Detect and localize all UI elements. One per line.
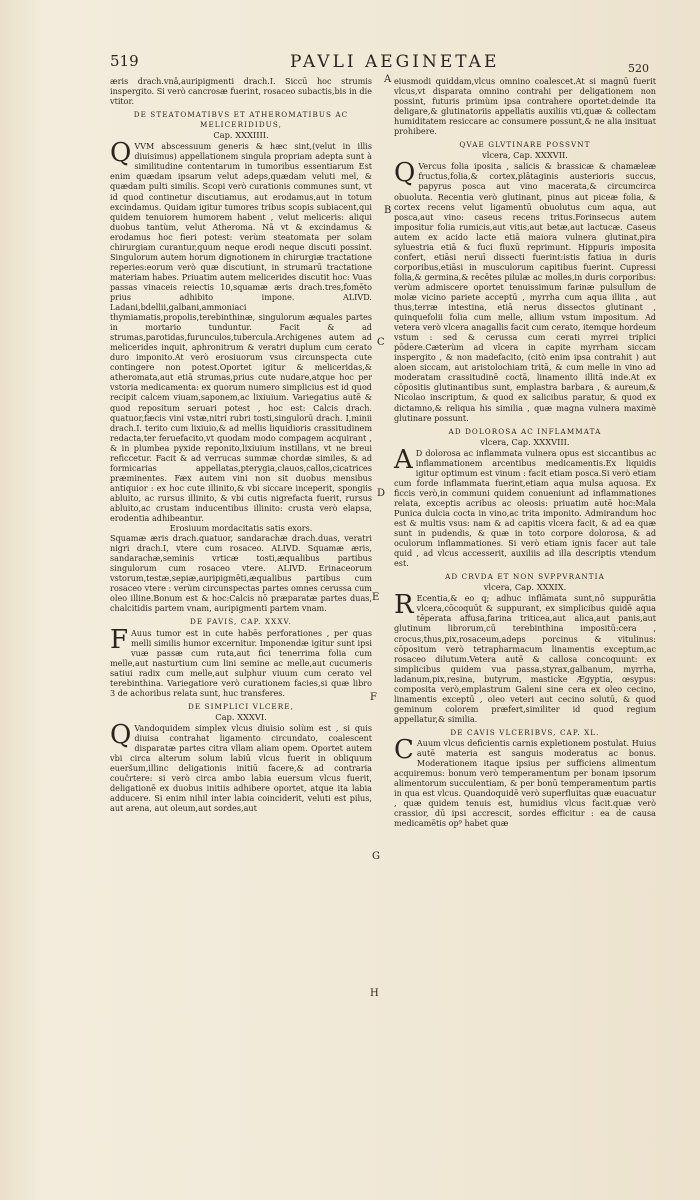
chapter-number (394, 582, 656, 592)
running-title: PAVLI AEGINETAE (290, 52, 500, 72)
left-column (110, 76, 372, 813)
paragraph (394, 76, 656, 136)
paragraph-text: vlcera, Cap. XXXVII. (482, 150, 568, 161)
chapter-heading (110, 617, 372, 627)
margin-letter-c: C (377, 337, 385, 348)
chapter-number (110, 130, 372, 140)
page-number-right: 520 (628, 62, 649, 75)
centered-line (110, 523, 372, 533)
chapter-number (394, 437, 656, 447)
paragraph-text: Vandoquidem simplex vlcus diuisio solùm est , si quis diuisa contrahat ligamento circundato, coalescent disparatæ partes citra vllam aliam opem. Oportet autem vbi circa alterum solum labiū vlcus fuerit in obliquum eueršum,illinc deligationis initiū facere,& ad contraria coučrtere: si verò circa ambo labia euersum vlcus fuerit, deligationē ex duobus initiis adhibere oportet, atque ita labia adducere. Si enim nihil inter labia coinciderit, veluti est pilus, aut arena, aut oleum,aut sordes,aut (110, 722, 372, 814)
paragraph (110, 138, 372, 524)
chapter-number (394, 150, 656, 160)
drop-cap: F (110, 624, 129, 655)
page-number-left: 519 (110, 52, 139, 70)
paragraph (110, 533, 372, 613)
chapter-heading (394, 427, 656, 437)
chapter-number (110, 712, 372, 722)
margin-letter-b: B (384, 205, 392, 216)
margin-letter-h: H (370, 988, 379, 999)
paragraph-text: Auus tumor est in cute habēs perforationes , per quas melli similis humor excernitur. Imponendæ igitur sunt ipsi vuæ passæ cum ruta,aut fici tenerrima folia cum melle,aut nasturtium cum lini semine ac melle,aut cucumeris satiui radix cum melle,aut sulphur viuum cum cerato vel terebinthina. Variegatiore verò curationem facies,si quæ libro 3 de achoribus relata sunt, huc transferes. (110, 627, 372, 698)
paragraph-text: D dolorosa ac inflammata vulnera opus est siccantibus ac inflammationem arcentibus medicamentis.Ex liquidis igitur optimum est vinum : facit etiam posca.Si verò etiam cum forde inflammata fuerint,etiam aqua mulsa aquosa. Ex ficcis verò,in communi quidem conueniunt ad inflammationes relata, exceptis acribus ac oleosis: priuatim autē hoc:Mala Punica dulcia cocta in vino,ac trita imponito. Admirandum hoc est & multis vsus: nam & ad capitis vlcera facit, & ad ea quæ sunt in pudendis, & quæ in toto corpore dolorosa, & ad oculorum inflammationes. Si verò etiam ignis facer aut tale quid , ad vlcus accesserit, auxiliis ad illa descriptis vtendum est. (394, 447, 656, 569)
chapter-heading (394, 728, 656, 738)
paragraph-text: æris drach.vnâ,auripigmenti drach.I. Siccū hoc strumis inspergito. Si verò cancrosæ fuerint, rosaceo subactis,bis in die vtitor. (110, 76, 372, 107)
paragraph-text: eiusmodi quiddam,vlcus omnino coalescet.At si magnū fuerit vlcus,vt disparata omnino contrahi per deligationem non possint, futuris primùm ipsa contrahere oportet:deinde ita deligare,& glutinatoriis appellatis auxiliis vti,quæ & collectam humiditatem resiccare ac consumere possunt,& ne alia insituat prohibere. (394, 76, 656, 137)
paragraph-text: Vercus folia iposita , salicis & brassicæ & chamæleæ fructus,folia,& cortex,plātaginis austerioris succus, papyrus posca aut vino macerata,& circumcirca obuoluta. Recentia verò glutinant, pinus aut piceæ folia, & cortex recens velut ligamentū obuolutus cum aqua, aut posca,aut vino: caseus recens tritus.Forinsecus autem impositur folia rumicis,aut vitis,aut betæ,aut lactucæ. Caseus autem ex acido lacte etiā maiora vulnera glutinat,pira syluestria etiā & fuci fluxū reprimunt. Hippuris imposita confert, etiāsi neruī dissecti fuerint:istis fatiua in duris corporibus,etiāsi in musculorum capitibus fuerint. Cupressi folia,& germina,& recētes pilulæ ac molles,in duris corporibus: verùm admiscere oportet tenuissimum farinæ pulsullum de molæ vicino pariete acceptū , myrrha cum aqua illita , aut thus,terræ intestina, etiā nerus dissectos glutinant , quinquefolii folia cum melle, allium vstum impositum. Ad vetera verò vlcera anagallis facit cum cerato, itemque hordeum vstum : sed & cerussa cum cerati myrrei triplici pōdere.Cæterùm ad vlcera in capite myrrham siccam inspergito , & non madefacito, (citò enim ipsa contrahit ) aut aloen siccam, aut aristolochiam tritā, & cum melle in vino ad moderatam crassitudinē coctā, linamento illitā inde.At ex cōpositis glutinantibus sunt, emplastra barbara , & aureum,& Nicolao inscriptum, & quod ex salicibus paratur, & quod ex dictamno,& reliqua his similia , quæ magna vulnera maximè glutinare possunt. (394, 161, 656, 423)
chapter-heading (394, 140, 656, 150)
paragraph (110, 76, 372, 106)
paragraph-text: AD DOLOROSA AC INFLAMMATA (448, 426, 602, 436)
paragraph (110, 719, 372, 814)
margin-letter-f: F (370, 692, 377, 703)
paragraph-text: Cap. XXXIIII. (213, 130, 269, 141)
paragraph-text: DE STEATOMATIBVS ET ATHEROMATIBUS AC MELICERIDIDUS, (133, 110, 349, 130)
paragraph-text: DE CAVIS VLCERIBVS, CAP. XL. (450, 727, 600, 737)
drop-cap: A (394, 444, 413, 475)
margin-letter-e: E (372, 592, 380, 603)
margin-letter-g: G (372, 851, 380, 862)
paragraph-text: Ecentia,& eo q; adhuc inflāmata sunt,nō suppurātia vlcera,cōcoquūt & suppurant, ex simplicibus quidē aqua tēperata affusa,farina triticea,aut alica,aut panis,aut glutinum librorum,cū terebinthina impositū:cera , crocus,thus,pix,rosaceum,adeps porcinus & vitulinus: cōpositum verò tetrapharmacum linamentis exceptum,ac rosaceo dilutum.Vetera autē & callosa concoquunt: ex simplicibus quidem vua passa,styrax,galbanum, myrrha, ladanum,pix,resina, butyrum, masticke Ægyptia, œsypus: composita verò,emplastrum Galeni sine cera ex oleo cecino, linamentis exceptū , oleo veteri aut cecino solutū, & quod geminum colorem præfert,similiter id quod regium appellatur,& similia. (394, 593, 656, 724)
margin-letter-a: A (384, 74, 392, 85)
paragraph-text: Squamæ æris drach.quatuor, sandarachæ drach.duas, veratri nigri drach.I, vtere cum rosaceo. ALIVD. Squamæ æris, sandarachæ,seminis vrticæ tosti,æqualibus partibus singulorum cum rosaceo vtere. ALIVD. Erinaceorum vstorum,testæ,sepiæ,auripigmēti,æqualibus partibus cum rosaceo vtere : verùm circunspectas partes omnes cerussa cum oleo illine.Bonum est & hoc:Calcis nō præparatæ partes duas, chalcitidis partem vnam, auripigmenti partem vnam. (110, 533, 372, 614)
paragraph-text: DE FAVIS, CAP. XXXV. (190, 617, 292, 627)
paragraph-text: VVM abscessuum generis & hæc sint,(velut in illis diuisimus) appellationem singula propriam adepta sunt à similitudine contentarum in tumoribus essentiarum Est enim quædam ipsarum velut adeps,quædam veluti mel, & quædam pulti similis. Scopi verò curationis communes sunt, vt id quod continetur discutiamus, aut erodamus,aut in totum excindamus. Quidam igitur tumores tribus scopis subiacent,qui quidem tenuiorem humorem habent , velut meliceris: aliqui duobus tantùm, velut Atheroma. Nā vt & excindamus & erodamus hoc fieri potest: verùm steatomata per solam chirurgiam curantur,quum neque erodi neque discuti possint. Singulorum autem horum dignotionem in chirurgiæ tractatione reperies:eorum verò quæ discutiunt, in strumarū tractatione materiam habes. Priuatim autem melicerides discutit hoc: Vuas passas vinaceis reiectis 10,squamæ æris drach.tres,fomēto prius adhibito impone. ALIVD. Ladani,bdellii,galbani,ammoniaci thymiamatis,propolis,terebinthinæ, singulorum æquales partes in mortario tunduntur. Facit & ad strumas,parotidas,furunculos,tubercula.Archigenes autem ad melicerides inquit, aphronitrum & veratri duplum cum cerato duro imponito.At verò erosiuorum vsus circunspecta cute contingere non potest.Oportet igitur & meliceridas,& atheromata,aut etiā strumas,prius cute nudare,atque hoc per vstoria medicamenta: ex quorum numero simplicius est id quod recipit calcem viuam,saponem,ac lixiuium. Variegatius autē & quod repositum seruari potest , hoc est: Calcis drach. quatuor,fæcis vini vstæ,nitri rubri tosti,singulorū drach. I,minii drach.I. terito cum lixiuio,& ad mellis liquidioris crassitudinem redacta,ter feruefacito,vt quodam modo compagem acquirant , & in plumbea pyxide reponito,lixiuium instillans, vt ne breui reficcetur. Facit & ad verrucas summæ chordæ similes, & ad formicarias appellatas,pterygia,clauos,callos,cicatrices præminentes. Fæx autem vini non sit duobus mensibus antiquior : ex hoc cute illinito,& vbi siccare inceperit, spongiis abluito, ac rursus illinito, & vbi cutis nigrefacta fuerit, rursus abluito,ac crustam inducentibus illinito: crusta verò elapsa, erodentia adhibeantur. (110, 141, 372, 524)
paragraph-text: Erosiuum mordacitatis satis exors. (169, 523, 313, 534)
drop-cap: Q (110, 138, 132, 169)
chapter-heading (110, 110, 372, 130)
paragraph-text: QVAE GLVTINARE POSSVNT (459, 140, 591, 150)
paragraph-text: vlcera, Cap. XXXIX. (483, 582, 567, 593)
paragraph-text: AD CRVDA ET NON SVPPVRANTIA (445, 572, 605, 582)
drop-cap: R (394, 590, 414, 621)
paragraph (394, 158, 656, 423)
drop-cap: Q (110, 719, 132, 750)
drop-cap: Q (394, 158, 416, 189)
paragraph-text: Cap. XXXVI. (215, 711, 267, 722)
paragraph-text: vlcera, Cap. XXXVIII. (480, 436, 570, 447)
paragraph (110, 624, 372, 698)
drop-cap: C (394, 735, 414, 765)
chapter-heading (394, 572, 656, 582)
chapter-heading (110, 702, 372, 712)
paragraph (394, 735, 656, 829)
paragraph (394, 590, 656, 724)
page-header (0, 52, 700, 76)
margin-letter-d: D (377, 488, 386, 499)
paragraph-text: DE SIMPLICI VLCERE, (187, 701, 295, 711)
paragraph-text: Auum vlcus deficientis carnis expletionem postulat. Huius autē materia est sanguis moderatus ac bonus. Moderationem itaque ipsius per sufficiens alimentum acquiremus: bonum verò temperamentum per bonam ipsorum alimentorum succulentiam, & per bonū temperamentum partis in qua est vlcus. Quandoquidē verò superfluitas quæ euacuatur , quæ quidem tenuis est, humidius vlcus facit.quæ verò crassior, dū ipsi accrescit, sordes efficitur : ea de causa medicamētis op⁹ habet quæ (394, 738, 656, 829)
paragraph (394, 444, 656, 569)
right-column (394, 76, 656, 828)
